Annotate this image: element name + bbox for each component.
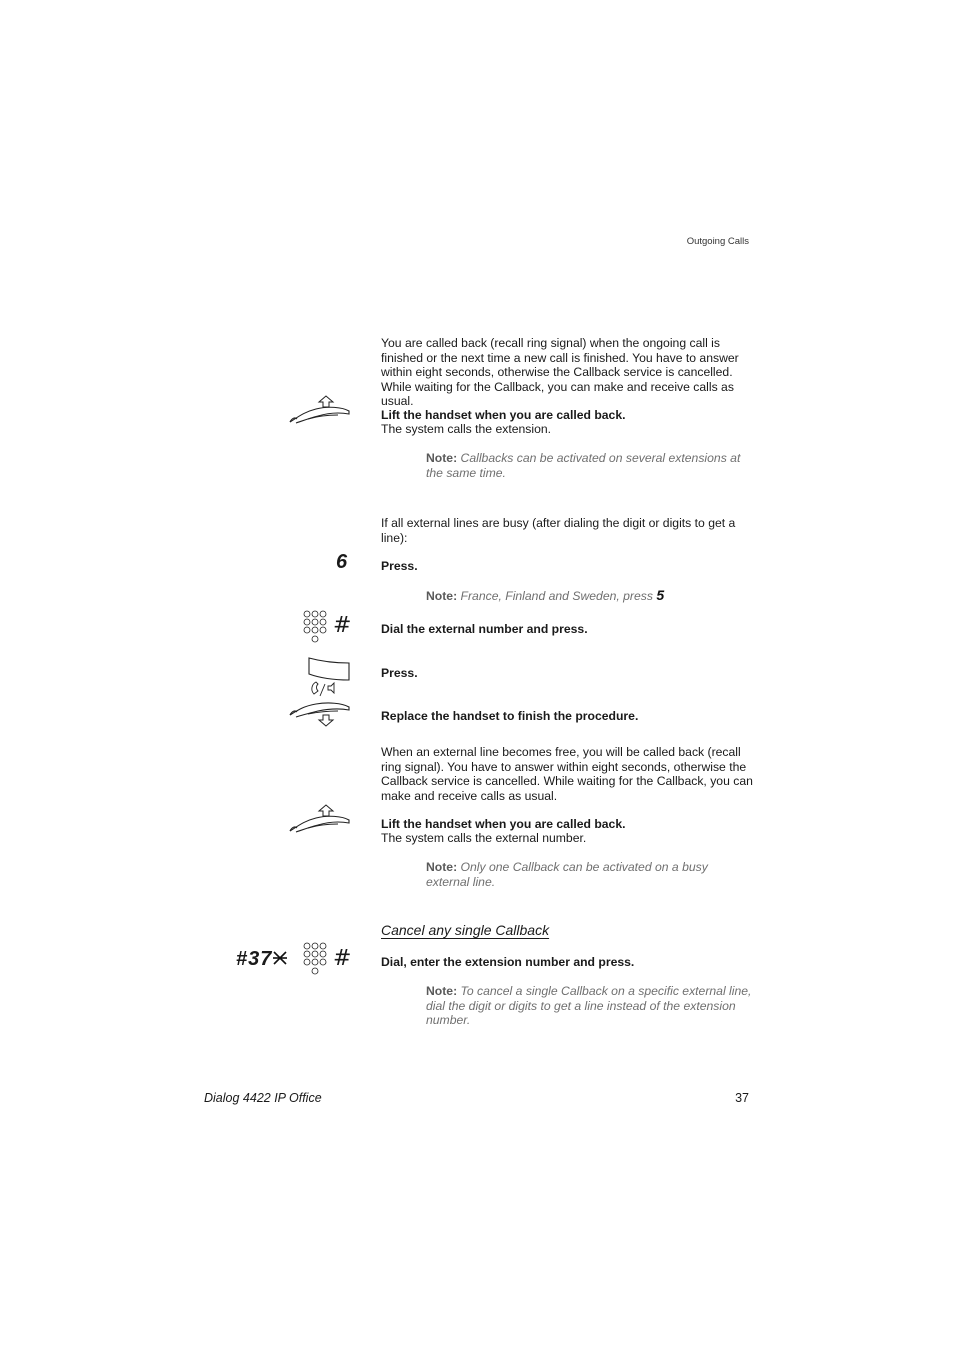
section-heading-cancel: Cancel any single Callback — [381, 922, 550, 938]
note-label: Note: — [426, 589, 458, 603]
note-text: To cancel a single Callback on a specific external line, dial the digit or digits to get a line instead of the extension number. — [426, 984, 752, 1027]
key-6: 6 — [336, 551, 348, 573]
note-text: Only one Callback can be activated on a busy external line. — [426, 860, 708, 889]
keypad-icon — [303, 942, 329, 981]
hash-key: # — [333, 613, 352, 638]
footer-title: Dialog 4422 IP Office — [204, 1091, 322, 1105]
key-5: 5 — [656, 587, 665, 603]
keypad-icon — [303, 610, 329, 649]
running-header: Outgoing Calls — [686, 236, 749, 247]
hash-key: # — [333, 946, 352, 971]
cancel-code-text: #37 — [236, 948, 273, 970]
step-lift-result: The system calls the extension. — [381, 422, 552, 436]
handset-replace-icon — [288, 701, 352, 732]
intro-paragraph-1: You are called back (recall ring signal) when the ongoing call is finished or the next time a new call is finished. You have to answer within eight seconds, otherwise the Callback service is cancelled. While waiting for the Callback, you can make and receive calls as usual. — [381, 336, 739, 409]
step-lift-handset: Lift the handset when you are called back. — [381, 408, 626, 422]
note-country — [426, 588, 752, 604]
step-lift-handset-2: Lift the handset when you are called back. — [381, 817, 626, 831]
note-label: Note: — [426, 860, 458, 874]
cancel-code — [236, 947, 288, 971]
note-busy-line — [426, 860, 752, 889]
page-number: 37 — [735, 1091, 749, 1105]
step-lift-result-2: The system calls the external number. — [381, 831, 587, 845]
note-cancel — [426, 984, 752, 1028]
handset-lift-icon — [288, 804, 352, 837]
note-label: Note: — [426, 451, 458, 465]
star-key-icon — [272, 948, 288, 970]
step-replace-handset: Replace the handset to finish the procedure. — [381, 709, 639, 723]
note-text: France, Finland and Sweden, press — [460, 589, 653, 603]
note-label: Note: — [426, 984, 458, 998]
intro-paragraph-2: If all external lines are busy (after dialing the digit or digits to get a line): — [381, 516, 736, 545]
handset-lift-icon — [288, 395, 352, 428]
step-dial-external: Dial the external number and press. — [381, 622, 588, 636]
note-callbacks — [426, 451, 752, 480]
step-press: Press. — [381, 559, 418, 573]
step-dial-extension: Dial, enter the extension number and press. — [381, 955, 635, 969]
intro-paragraph-3: When an external line becomes free, you will be called back (recall ring signal). You have to answer within eight seconds, otherwise the Callback service is cancelled. While waiting for the Callback, you can make and receive calls as usual. — [381, 745, 753, 803]
callback-key-icon — [306, 656, 352, 705]
note-text: Callbacks can be activated on several extensions at the same time. — [426, 451, 741, 480]
step-press-2: Press. — [381, 666, 418, 680]
